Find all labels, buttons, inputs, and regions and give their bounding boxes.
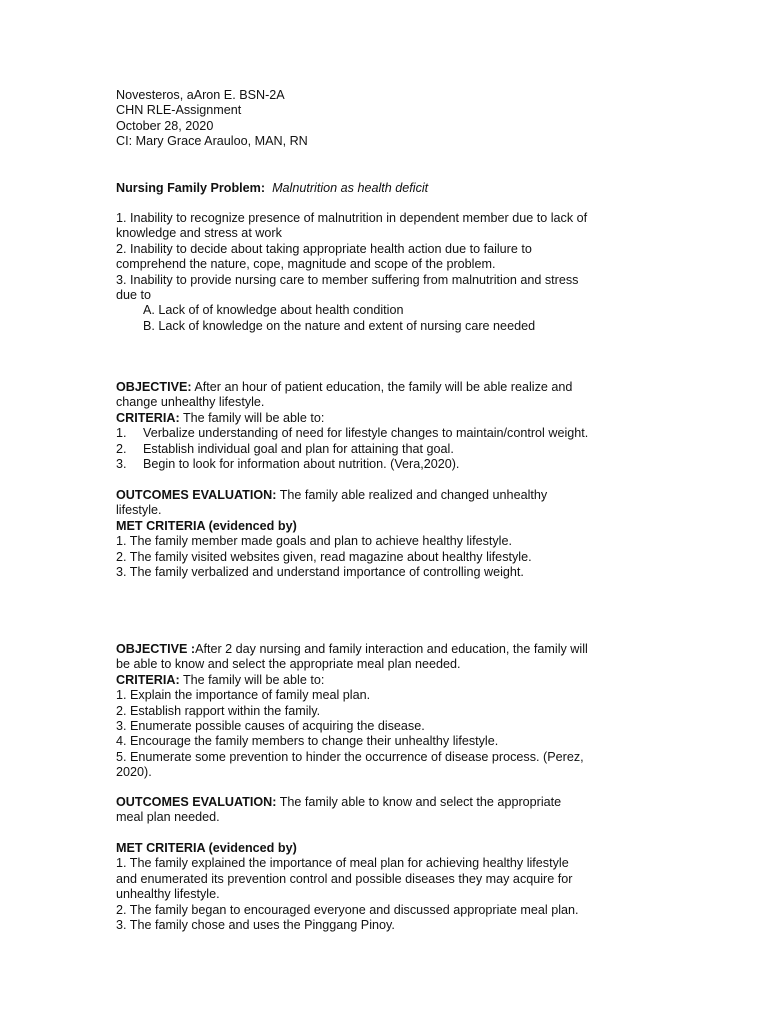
assignment-title: CHN RLE-Assignment bbox=[116, 103, 242, 118]
outcomes-text-line-1: The family able to know and select the appropriate bbox=[276, 795, 562, 809]
problem-label: Nursing Family Problem: bbox=[116, 181, 266, 195]
criteria-intro: The family will be able to: bbox=[179, 410, 325, 425]
clinical-instructor: CI: Mary Grace Arauloo, MAN, RN bbox=[116, 134, 308, 149]
met-criteria-section-2 bbox=[116, 841, 656, 933]
criteria-intro: The family will be able to: bbox=[179, 672, 325, 687]
criteria-item: 4. Encourage the family members to change their unhealthy lifestyle. bbox=[116, 734, 499, 749]
document-date: October 28, 2020 bbox=[116, 118, 214, 133]
criteria-item: 5. Enumerate some prevention to hinder the occurrence of disease process. (Perez, bbox=[116, 749, 584, 764]
document-header bbox=[116, 88, 656, 150]
problem-subitem-b: B. Lack of knowledge on the nature and extent of nursing care needed bbox=[143, 318, 536, 333]
criteria-item: 2. Establish rapport within the family. bbox=[116, 703, 321, 718]
problem-item-3-line-1: 3. Inability to provide nursing care to member suffering from malnutrition and stress bbox=[116, 272, 579, 287]
problem-value: Malnutrition as health deficit bbox=[272, 181, 429, 195]
met-item: 1. The family explained the importance of meal plan for achieving healthy lifestyle bbox=[116, 856, 569, 871]
met-item: 2. The family visited websites given, read magazine about healthy lifestyle. bbox=[116, 549, 532, 564]
objective-text-line-2: change unhealthy lifestyle. bbox=[116, 395, 265, 410]
problem-item-2-line-2: comprehend the nature, cope, magnitude and scope of the problem. bbox=[116, 257, 496, 272]
outcomes-text-line-2: lifestyle. bbox=[116, 503, 162, 518]
outcomes-section-2 bbox=[116, 795, 656, 826]
outcomes-section-1 bbox=[116, 488, 656, 580]
outcomes-text-line-2: meal plan needed. bbox=[116, 810, 220, 825]
criteria-item: 1. Explain the importance of family meal plan. bbox=[116, 688, 371, 703]
met-item: 1. The family member made goals and plan to achieve healthy lifestyle. bbox=[116, 534, 512, 549]
problem-item-3-line-2: due to bbox=[116, 288, 152, 303]
criteria-item: 2. Establish individual goal and plan for attaining that goal. bbox=[116, 441, 454, 456]
met-item: 3. The family verbalized and understand importance of controlling weight. bbox=[116, 565, 524, 580]
criteria-item: 3. Begin to look for information about nutrition. (Vera,2020). bbox=[116, 457, 460, 472]
problem-item-1-line-1: 1. Inability to recognize presence of malnutrition in dependent member due to lack of bbox=[116, 211, 588, 225]
problem-list bbox=[116, 211, 656, 334]
outcomes-label: OUTCOMES EVALUATION: bbox=[116, 795, 277, 809]
outcomes-text-line-1: The family able realized and changed unhealthy bbox=[276, 488, 548, 502]
objective-label: OBJECTIVE: bbox=[116, 380, 192, 394]
met-item: 2. The family began to encouraged everyone and discussed appropriate meal plan. bbox=[116, 902, 579, 917]
objective-text-line-1: After an hour of patient education, the family will be able realize and bbox=[191, 380, 573, 394]
criteria-label: CRITERIA: bbox=[116, 672, 180, 687]
met-criteria-label: MET CRITERIA (evidenced by) bbox=[116, 518, 297, 533]
nursing-problem-heading bbox=[116, 181, 656, 196]
criteria-item: 2020). bbox=[116, 765, 152, 780]
problem-item-1-line-2: knowledge and stress at work bbox=[116, 226, 282, 241]
met-item: and enumerated its prevention control and possible diseases they may acquire for bbox=[116, 871, 573, 886]
outcomes-label: OUTCOMES EVALUATION: bbox=[116, 488, 277, 502]
student-name: Novesteros, aAron E. BSN-2A bbox=[116, 88, 285, 102]
objective-label: OBJECTIVE : bbox=[116, 642, 196, 656]
objective-section-2 bbox=[116, 642, 656, 781]
objective-text-line-1: After 2 day nursing and family interaction and education, the family will bbox=[195, 642, 588, 656]
criteria-item: 1. Verbalize understanding of need for lifestyle changes to maintain/control weight. bbox=[116, 426, 589, 441]
criteria-item: 3. Enumerate possible causes of acquiring the disease. bbox=[116, 719, 425, 734]
problem-subitem-a: A. Lack of of knowledge about health condition bbox=[143, 303, 404, 318]
met-criteria-label: MET CRITERIA (evidenced by) bbox=[116, 841, 297, 855]
met-item: 3. The family chose and uses the Pinggang Pinoy. bbox=[116, 918, 395, 933]
problem-item-2-line-1: 2. Inability to decide about taking appropriate health action due to failure to bbox=[116, 241, 532, 256]
objective-section-1 bbox=[116, 380, 656, 472]
criteria-label: CRITERIA: bbox=[116, 410, 180, 425]
objective-text-line-2: be able to know and select the appropriate meal plan needed. bbox=[116, 657, 461, 672]
met-item: unhealthy lifestyle. bbox=[116, 887, 220, 902]
